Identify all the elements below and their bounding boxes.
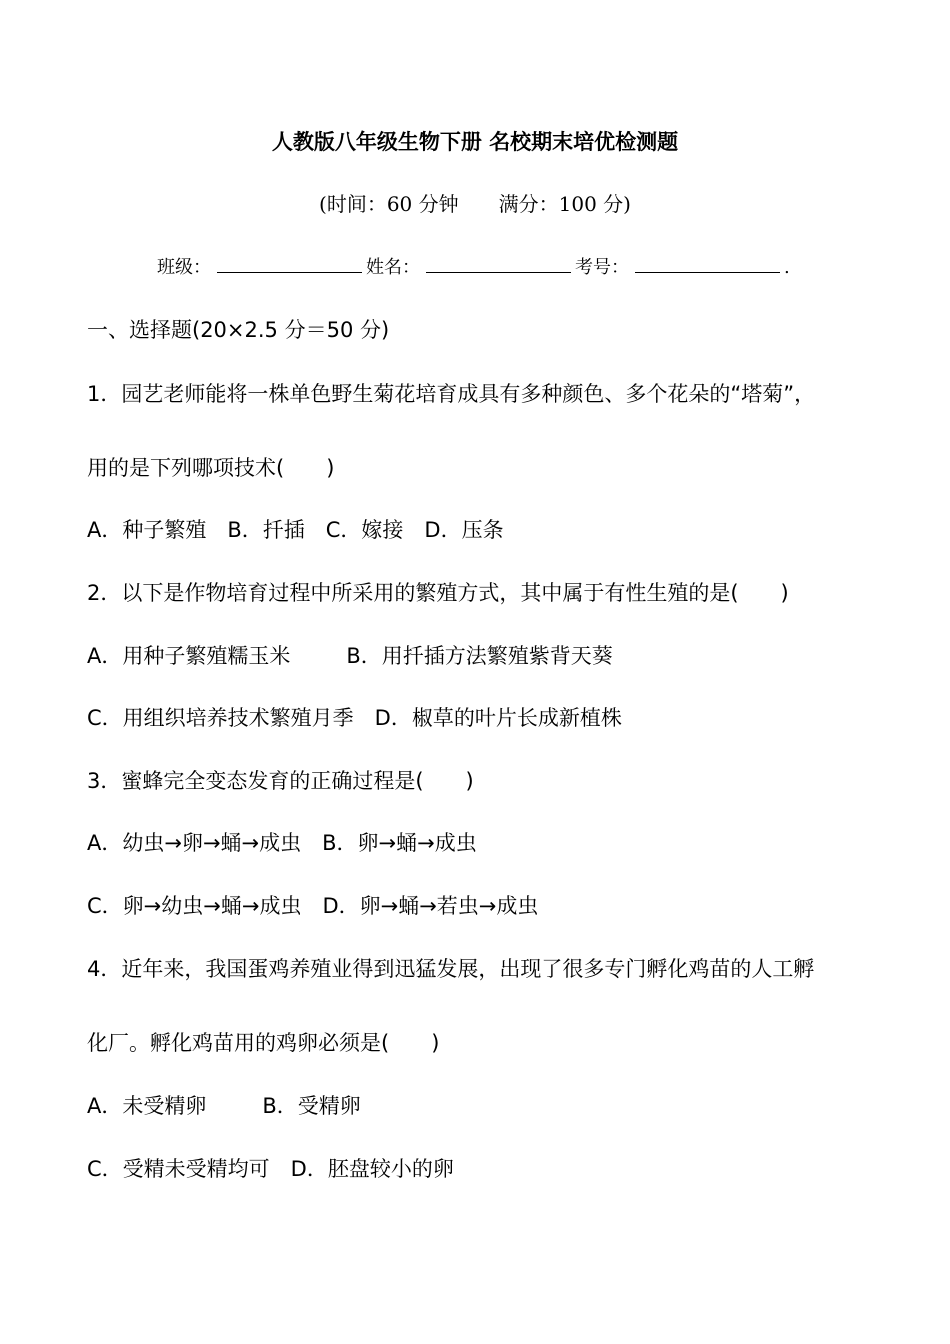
student-info-row — [157, 254, 790, 282]
question-1-options: A．种子繁殖 B．扦插 C．嫁接 D．压条 — [87, 518, 504, 542]
section-heading: 一、选择题(20×2.5 分＝50 分) — [87, 318, 390, 342]
question-4-options-cd: C．受精未受精均可 D．胚盘较小的卵 — [87, 1157, 454, 1181]
page-title: 人教版八年级生物下册 名校期末培优检测题 — [271, 130, 679, 154]
question-3-line-1: 3．蜜蜂完全变态发育的正确过程是( ) — [87, 769, 474, 793]
question-1-line-2: 用的是下列哪项技术( ) — [87, 456, 335, 480]
question-1-line-1: 1．园艺老师能将一株单色野生菊花培育成具有多种颜色、多个花朵的“塔菊”， — [87, 382, 816, 406]
question-2-line-1: 2．以下是作物培育过程中所采用的繁殖方式，其中属于有性生殖的是( ) — [87, 581, 789, 605]
question-4-option-a: A．未受精卵 — [87, 1094, 207, 1118]
question-3-options-ab: A．幼虫→卵→蛹→成虫 B．卵→蛹→成虫 — [87, 831, 477, 855]
exam-time-score: (时间：60 分钟 满分：100 分) — [319, 192, 631, 216]
question-3-options-cd: C．卵→幼虫→蛹→成虫 D．卵→蛹→若虫→成虫 — [87, 894, 539, 918]
class-field[interactable] — [217, 254, 362, 273]
name-field[interactable] — [426, 254, 571, 273]
question-2-option-a: A．用种子繁殖糯玉米 — [87, 644, 291, 668]
id-field[interactable] — [635, 254, 780, 273]
question-2-options-ab — [87, 642, 613, 670]
question-4-options-ab — [87, 1092, 361, 1120]
question-2-options-cd: C．用组织培养技术繁殖月季 D．椒草的叶片长成新植株 — [87, 706, 622, 730]
id-label: 考号： — [575, 257, 629, 278]
class-label: 班级： — [157, 257, 211, 278]
question-4-option-b: B．受精卵 — [262, 1094, 361, 1118]
question-4-line-2: 化厂。孵化鸡苗用的鸡卵必须是( ) — [87, 1031, 440, 1055]
question-4-line-1: 4．近年来，我国蛋鸡养殖业得到迅猛发展，出现了很多专门孵化鸡苗的人工孵 — [87, 957, 815, 981]
question-2-option-b: B．用扦插方法繁殖紫背天葵 — [346, 644, 613, 668]
name-label: 姓名： — [366, 257, 420, 278]
end-mark: . — [784, 257, 790, 278]
